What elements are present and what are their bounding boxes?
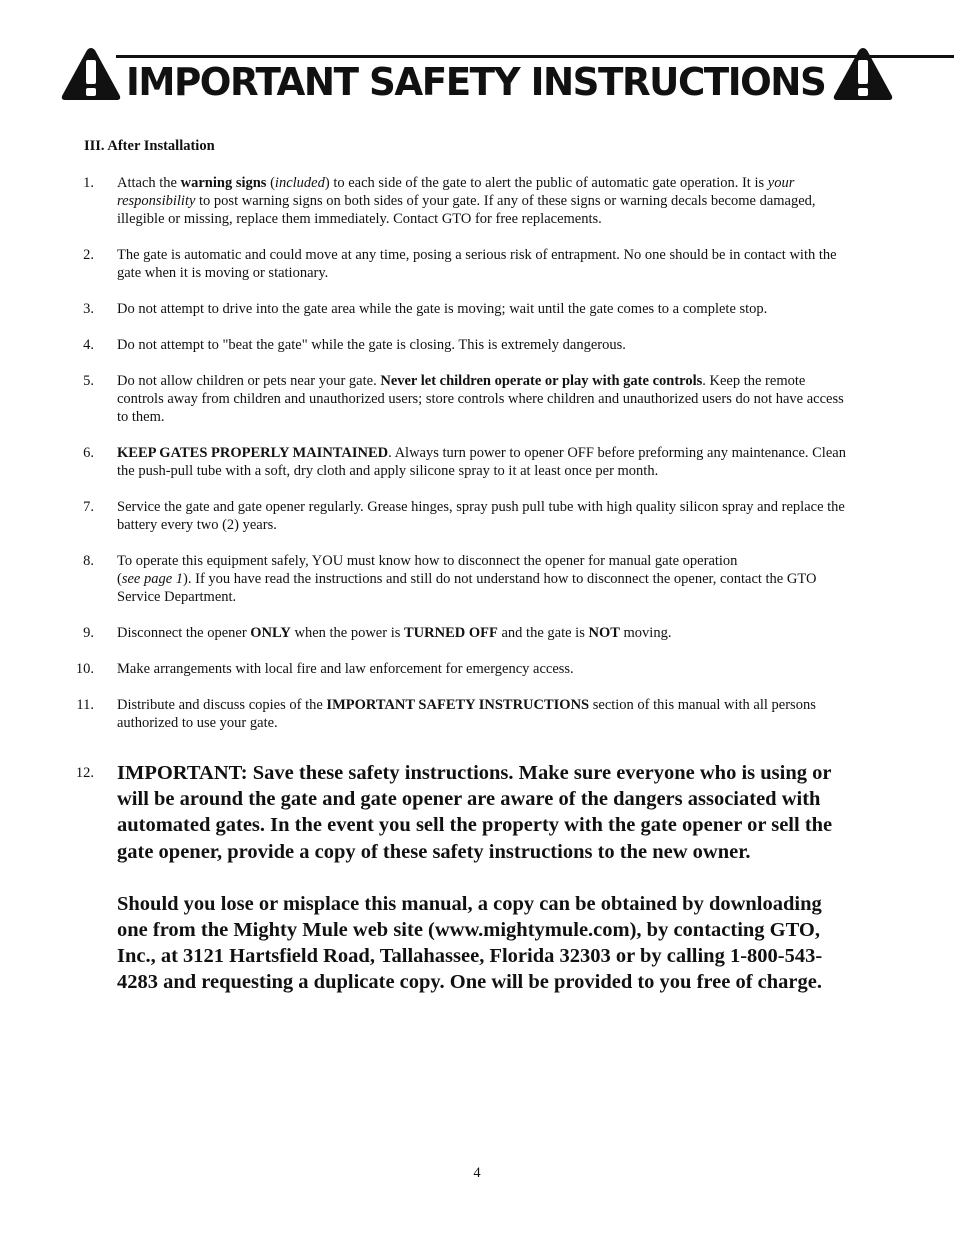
item-text: The gate is automatic and could move at any time, posing a serious risk of entrapment. No one should be in contact with the gate when it is moving or stationary. [117,247,837,281]
item-text: KEEP GATES PROPERLY MAINTAINED. Always turn power to opener OFF before preforming any maintenance. Clean the push-pull tube with a soft, dry cloth and apply silicone spray to it at least once per month. [117,445,846,479]
item-text: Service the gate and gate opener regularly. Grease hinges, spray push pull tube with high quality silicon spray and replace the battery every two (2) years. [117,499,845,533]
item-number: 2. [83,247,94,263]
contact-paragraph: Should you lose or misplace this manual, a copy can be obtained by downloading one from the Mighty Mule web site (www.mightymule.com), by contacting GTO, Inc., at 3121 Hartsfield Road, Tallahassee, Florida 32303 or by calling 1-800-543-4283 and requesting a duplicate copy. One will be provided to you free of charge. [117,892,823,994]
item-text: Do not attempt to "beat the gate" while the gate is closing. This is extremely dangerous. [117,337,626,353]
bold-text: Never let children operate or play with gate controls [380,373,703,389]
important-paragraph: IMPORTANT: Save these safety instructions. Make sure everyone who is using or will be around the gate and gate opener are aware of the dangers associated with automated gates. In the event you sell the property with the gate opener or sell the gate opener, provide a copy of these safety instructions to the new owner. [117,762,833,863]
item-number: 12. [75,765,94,781]
bold-text: warning signs [180,175,267,191]
list-item [0,246,954,282]
item-text: Do not attempt to drive into the gate area while the gate is moving; wait until the gate comes to a complete stop. [117,301,768,317]
item-number: 5. [83,373,94,389]
item-number: 8. [83,553,94,569]
list-item [0,696,954,732]
list-item [0,336,954,354]
important-notice [0,760,954,996]
item-text: To operate this equipment safely, YOU must know how to disconnect the opener for manual gate operation (see page 1). If you have read the instructions and still do not understand how to disconnect the opener, contact the GTO Service Department. [117,553,817,605]
list-item [0,552,954,606]
list-item [0,498,954,534]
bold-text: KEEP GATES PROPERLY MAINTAINED [117,445,389,461]
item-text: Make arrangements with local fire and law enforcement for emergency access. [117,661,574,677]
bold-text: IMPORTANT SAFETY INSTRUCTIONS [326,697,590,713]
warning-triangle-icon [832,46,894,102]
item-number: 10. [75,661,94,677]
item-text: Attach the warning signs (included) to each side of the gate to alert the public of automatic gate operation. It is your responsibility to post warning signs on both sides of your gate. If any of these signs or warning decals become damaged, illegible or missing, replace them immediately. Contact GTO for free replacements. [117,175,816,227]
list-item [0,660,954,678]
bold-text: ONLY [250,625,291,641]
page-header [0,40,954,110]
page-title: IMPORTANT SAFETY INSTRUCTIONS [126,60,826,104]
item-number: 6. [83,445,94,461]
list-item [0,174,954,228]
header-rule [116,55,954,58]
item-number: 11. [76,697,94,713]
item-number: 1. [83,175,94,191]
list-item [0,624,954,642]
list-item [0,372,954,426]
important-text [117,760,847,996]
list-item [0,444,954,480]
section-heading: III. After Installation [84,138,215,154]
item-number: 7. [83,499,94,515]
list-item [0,300,954,318]
item-number: 4. [83,337,94,353]
item-text: Disconnect the opener ONLY when the power is TURNED OFF and the gate is NOT moving. [117,625,672,641]
italic-text: included [274,175,325,191]
item-text: Do not allow children or pets near your gate. Never let children operate or play with gate controls. Keep the remote controls away from children and unauthorized users; store controls where children and unauthorized users do not have access to them. [117,373,844,425]
item-number: 3. [83,301,94,317]
page-number: 4 [473,1165,481,1181]
warning-triangle-icon [60,46,122,102]
instruction-list [0,174,954,996]
bold-text: TURNED OFF [404,625,498,641]
italic-text: your responsibility [117,175,795,209]
item-number: 9. [83,625,94,641]
item-text: Distribute and discuss copies of the IMPORTANT SAFETY INSTRUCTIONS section of this manual with all persons authorized to use your gate. [117,697,816,731]
bold-text: NOT [588,625,620,641]
italic-text: see page 1 [121,571,184,587]
